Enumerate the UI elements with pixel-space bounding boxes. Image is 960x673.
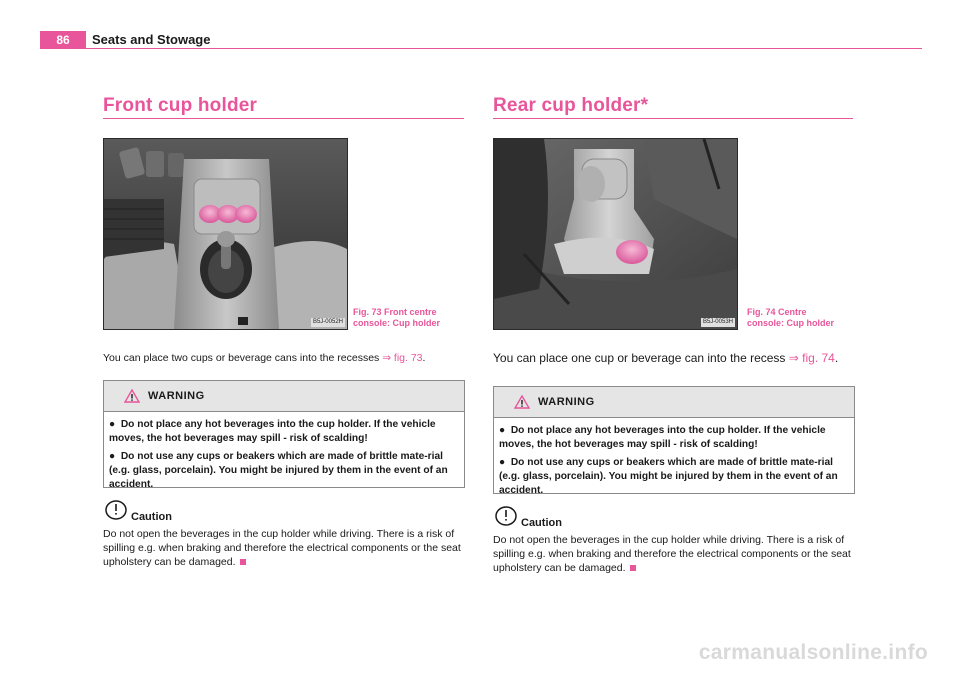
- warning-item: ● Do not place any hot beverages into the cup holder. If the vehicle moves, the hot beverages may spill - risk of scalding!: [109, 419, 436, 444]
- warning-box: [493, 386, 855, 494]
- warning-title: WARNING: [148, 390, 205, 402]
- warning-item: ● Do not place any hot beverages into the cup holder. If the vehicle moves, the hot beverages may spill - risk of scalding!: [499, 425, 826, 450]
- intro-paragraph: You can place one cup or beverage can into the recess ⇒ fig. 74.: [493, 351, 839, 365]
- warning-item: ● Do not use any cups or beakers which are made of brittle mate-rial (e.g. glass, porcelain). You might be injured by them in the event of an accident.: [109, 451, 448, 490]
- front-console-illustration: [104, 139, 347, 329]
- caution-circle-icon: [105, 499, 127, 521]
- figure-caption-line-1: Fig. 74 Centre: [747, 307, 807, 317]
- figure-reference-link[interactable]: ⇒ fig. 73: [382, 352, 423, 364]
- watermark: carmanualsonline.info: [698, 641, 928, 664]
- page-number: 86: [40, 31, 86, 49]
- header-rule: [40, 48, 922, 49]
- caution-circle-icon: [495, 505, 517, 527]
- caution-text: Do not open the beverages in the cup holder while driving. There is a risk of spilling e.g. when braking and therefore the electrical components or the seat upholstery can be damaged.: [103, 528, 461, 568]
- warning-item: ● Do not use any cups or beakers which are made of brittle mate-rial (e.g. glass, porcelain). You might be injured by them in the event of an accident.: [499, 457, 838, 496]
- running-title: Seats and Stowage: [92, 32, 211, 47]
- end-of-section-square-icon: [240, 559, 246, 565]
- front-cup-holder-heading: Front cup holder: [103, 95, 258, 116]
- figure-caption-line-1: Fig. 73 Front centre: [353, 307, 437, 317]
- caution-title: Caution: [131, 511, 172, 523]
- figure-caption: [747, 307, 834, 329]
- warning-body: [494, 418, 854, 503]
- figure-caption-line-2: console: Cup holder: [747, 318, 835, 328]
- heading-rule: [103, 118, 464, 119]
- front-cup-holder-photo: [103, 138, 348, 330]
- figure-caption-line-2: console: Cup holder: [353, 318, 441, 328]
- intro-paragraph: You can place two cups or beverage cans into the recesses ⇒ fig. 73.: [103, 352, 426, 364]
- photo-code: B5J-0053H: [702, 319, 733, 325]
- warning-header: [494, 387, 854, 418]
- caution-text: Do not open the beverages in the cup holder while driving. There is a risk of spilling e.g. when braking and therefore the electrical components or the seat upholstery can be damaged.: [493, 534, 851, 574]
- figure-caption: [353, 307, 440, 329]
- warning-triangle-icon: [124, 389, 140, 403]
- caution-title: Caution: [521, 517, 562, 529]
- figure-reference-link[interactable]: ⇒ fig. 74: [788, 351, 835, 365]
- heading-rule: [493, 118, 853, 119]
- end-of-section-square-icon: [630, 565, 636, 571]
- warning-triangle-icon: [514, 395, 530, 409]
- warning-header: [104, 381, 464, 412]
- rear-console-illustration: [494, 139, 737, 329]
- warning-box: [103, 380, 465, 488]
- warning-body: [104, 412, 464, 497]
- rear-cup-holder-heading: Rear cup holder*: [493, 95, 649, 116]
- photo-code: B5J-0052H: [312, 319, 343, 325]
- rear-cup-holder-photo: [493, 138, 738, 330]
- warning-title: WARNING: [538, 396, 595, 408]
